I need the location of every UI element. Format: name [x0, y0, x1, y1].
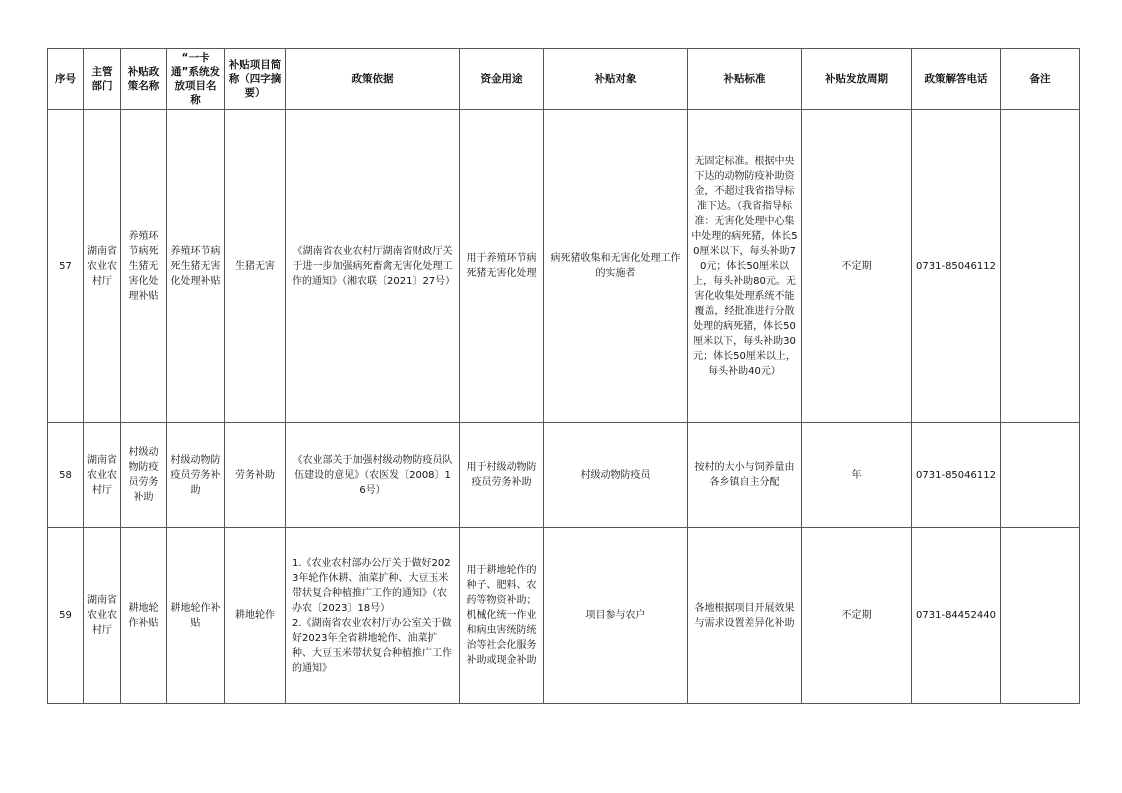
row-target: 村级动物防疫员: [544, 423, 688, 528]
header-no: 序号: [48, 49, 84, 110]
row-period: 年: [802, 423, 912, 528]
row-dept: 湖南省农业农村厅: [84, 423, 121, 528]
row-target: 病死猪收集和无害化处理工作的实施者: [544, 110, 688, 423]
table-row: [48, 423, 1080, 528]
row-policy-name: 养殖环节病死生猪无害化处理补贴: [121, 110, 167, 423]
row-short-name: 耕地轮作: [225, 528, 286, 704]
header-period: 补贴发放周期: [802, 49, 912, 110]
row-policy-name: 耕地轮作补贴: [121, 528, 167, 704]
row-no: 57: [48, 110, 84, 423]
row-short-name: 劳务补助: [225, 423, 286, 528]
header-phone: 政策解答电话: [912, 49, 1001, 110]
header-dept: 主管部门: [84, 49, 121, 110]
row-standard: 各地根据项目开展效果与需求设置差异化补助: [688, 528, 802, 704]
row-card-item: 耕地轮作补贴: [167, 528, 225, 704]
row-period: 不定期: [802, 528, 912, 704]
row-phone: 0731-85046112: [912, 423, 1001, 528]
row-no: 58: [48, 423, 84, 528]
row-basis: 《农业部关于加强村级动物防疫员队伍建设的意见》（农医发〔2008〕16号）: [286, 423, 460, 528]
row-standard: 无固定标准。根据中央下达的动物防疫补助资金，不超过我省指导标准下达。（我省指导标准：无害化处理中心集中处理的病死猪，体长50厘米以下，每头补助70元；体长50厘米以上，每头补助80元。无害化收集处理系统不能覆盖，经批准进行分散处理的病死猪，体长50厘米以下，每头补助30元；体长50厘米以上，每头补助40元）: [688, 110, 802, 423]
header-target: 补贴对象: [544, 49, 688, 110]
policy-table: [47, 48, 1080, 704]
header-basis: 政策依据: [286, 49, 460, 110]
row-target: 项目参与农户: [544, 528, 688, 704]
row-basis: 《湖南省农业农村厅湖南省财政厅关于进一步加强病死畜禽无害化处理工作的通知》（湘农联〔2021〕27号）: [286, 110, 460, 423]
row-card-item: 村级动物防疫员劳务补助: [167, 423, 225, 528]
header-policy-name: 补贴政策名称: [121, 49, 167, 110]
header-short-name: 补贴项目简称（四字摘要）: [225, 49, 286, 110]
row-fund-use: 用于养殖环节病死猪无害化处理: [460, 110, 544, 423]
header-fund-use: 资金用途: [460, 49, 544, 110]
basis-item-2: 2.《湖南省农业农村厅办公室关于做好2023年全省耕地轮作、油菜扩种、大豆玉米带状复合种植推广工作的通知》: [292, 617, 452, 674]
header-card-item: “一卡通”系统发放项目名称: [167, 49, 225, 110]
row-note: [1001, 423, 1080, 528]
row-note: [1001, 528, 1080, 704]
row-dept: 湖南省农业农村厅: [84, 528, 121, 704]
row-short-name: 生猪无害: [225, 110, 286, 423]
header-row: [48, 49, 1080, 110]
basis-item-1: 1.《农业农村部办公厅关于做好2023年轮作休耕、油菜扩种、大豆玉米带状复合种植推广工作的通知》（农办农〔2023〕18号）: [292, 557, 451, 614]
row-card-item: 养殖环节病死生猪无害化处理补贴: [167, 110, 225, 423]
row-basis: [286, 528, 460, 704]
row-note: [1001, 110, 1080, 423]
row-fund-use: 用于村级动物防疫员劳务补助: [460, 423, 544, 528]
row-no: 59: [48, 528, 84, 704]
row-fund-use: 用于耕地轮作的种子、肥料、农药等物资补助；机械化统一作业和病虫害统防统治等社会化服务补助或现金补助: [460, 528, 544, 704]
header-standard: 补贴标准: [688, 49, 802, 110]
row-phone: 0731-85046112: [912, 110, 1001, 423]
row-phone: 0731-84452440: [912, 528, 1001, 704]
row-standard: 按村的大小与饲养量由各乡镇自主分配: [688, 423, 802, 528]
table-row: [48, 528, 1080, 704]
row-dept: 湖南省农业农村厅: [84, 110, 121, 423]
row-policy-name: 村级动物防疫员劳务补助: [121, 423, 167, 528]
table-row: [48, 110, 1080, 423]
header-note: 备注: [1001, 49, 1080, 110]
row-period: 不定期: [802, 110, 912, 423]
